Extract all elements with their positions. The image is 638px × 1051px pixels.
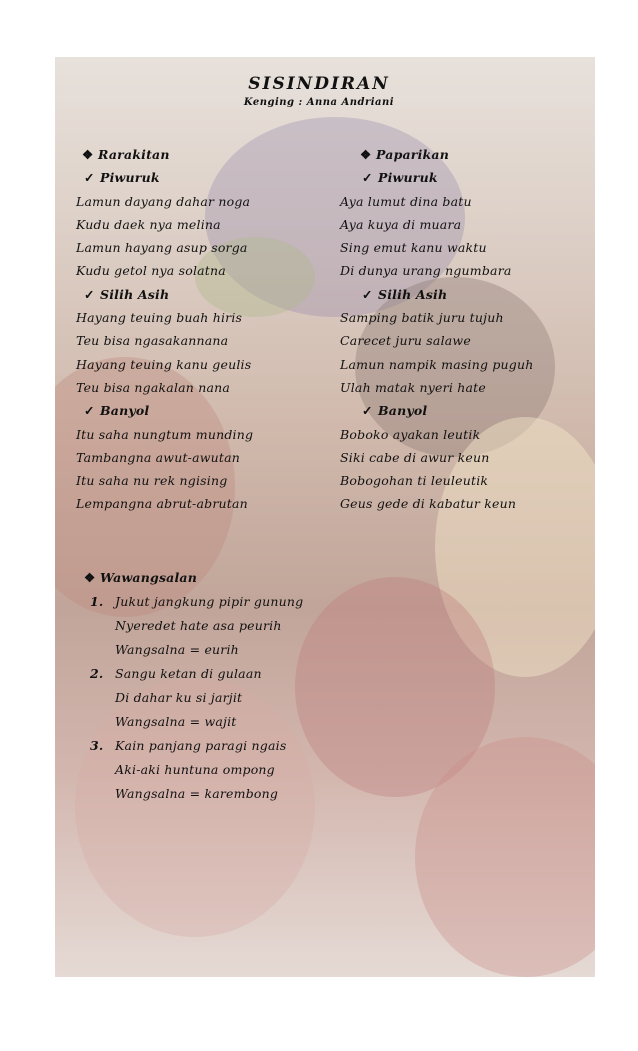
verse-line: Lempangna abrut-abrutan — [76, 496, 248, 512]
verse-line: Ulah matak nyeri hate — [340, 379, 486, 395]
verse-line: Kudu getol nya solatna — [76, 263, 226, 279]
verse-line: Lamun dayang dahar noga — [76, 193, 251, 209]
verse-line: Itu saha nungtum munding — [76, 426, 254, 442]
verse-line: Hayang teuing buah hiris — [76, 310, 243, 326]
section-heading: ❖ Rarakitan — [76, 143, 253, 166]
verse-line: Teu bisa ngasakannana — [76, 333, 229, 349]
section-heading: ❖ Wawangsalan — [84, 566, 303, 590]
verse-line: Di dunya urang ngumbara — [340, 263, 512, 279]
verse-line: Itu saha nu rek ngising — [76, 473, 228, 489]
verse-line: Carecet juru salawe — [340, 333, 471, 349]
verse-line: Wangsalna = wajit — [115, 714, 237, 729]
verse-line: Geus gede di kabatur keun — [340, 496, 517, 512]
verse-line: Aya lumut dina batu — [340, 193, 472, 209]
verse-line: Lamun nampik masing puguh — [340, 356, 534, 372]
checkmark-icon: ✓ — [84, 170, 95, 186]
verse-line: Kudu daek nya melina — [76, 216, 221, 232]
verse-line: Wangsalna = eurih — [115, 642, 239, 657]
checkmark-icon: ✓ — [84, 403, 95, 419]
checkmark-icon: ✓ — [362, 403, 373, 419]
verse-line: Aya kuya di muara — [340, 216, 462, 232]
wawangsalan-section — [84, 566, 303, 806]
section-heading: ✓ Piwuruk — [340, 166, 533, 189]
left-column — [76, 143, 253, 516]
item-number: 2. — [90, 666, 104, 681]
checkmark-icon: ✓ — [362, 170, 373, 186]
verse-line: Bobogohan ti leuleutik — [340, 473, 489, 489]
verse-line: Tambangna awut-awutan — [76, 449, 241, 465]
section-heading: ✓ Piwuruk — [76, 166, 253, 189]
verse-line: Hayang teuing kanu geulis — [76, 356, 252, 372]
right-column — [340, 143, 533, 516]
author-line: Kenging : Anna Andriani — [243, 97, 395, 108]
checkmark-icon: ✓ — [362, 286, 373, 302]
section-heading: ✓ Silih Asih — [340, 283, 533, 306]
verse-line: Samping batik juru tujuh — [340, 310, 504, 326]
diamond-bullet-icon: ❖ — [84, 570, 96, 585]
section-heading: ✓ Silih Asih — [76, 283, 253, 306]
verse-line: Aki-aki huntuna ompong — [115, 762, 275, 777]
verse-line: Lamun hayang asup sorga — [76, 240, 248, 256]
checkmark-icon: ✓ — [84, 286, 95, 302]
verse-line: Boboko ayakan leutik — [340, 426, 481, 442]
diamond-bullet-icon: ❖ — [82, 147, 94, 162]
section-heading: ❖ Paparikan — [340, 143, 533, 166]
page-title: SISINDIRAN — [248, 74, 390, 94]
list-item: 1. Jukut jangkung pipir gunung — [84, 590, 303, 614]
list-item: 3. Kain panjang paragi ngais — [84, 734, 303, 758]
verse-line: Di dahar ku si jarjit — [115, 690, 243, 705]
verse-line: Sing emut kanu waktu — [340, 240, 487, 256]
list-item: 2. Sangu ketan di gulaan — [84, 662, 303, 686]
verse-line: Siki cabe di awur keun — [340, 449, 490, 465]
verse-line: Wangsalna = karembong — [115, 786, 279, 801]
verse-line: Nyeredet hate asa peurih — [115, 618, 282, 633]
section-heading: ✓ Banyol — [76, 399, 253, 422]
item-number: 3. — [90, 738, 104, 753]
section-heading: ✓ Banyol — [340, 399, 533, 422]
diamond-bullet-icon: ❖ — [360, 147, 372, 162]
verse-line: Teu bisa ngakalan nana — [76, 379, 231, 395]
item-number: 1. — [90, 594, 104, 609]
